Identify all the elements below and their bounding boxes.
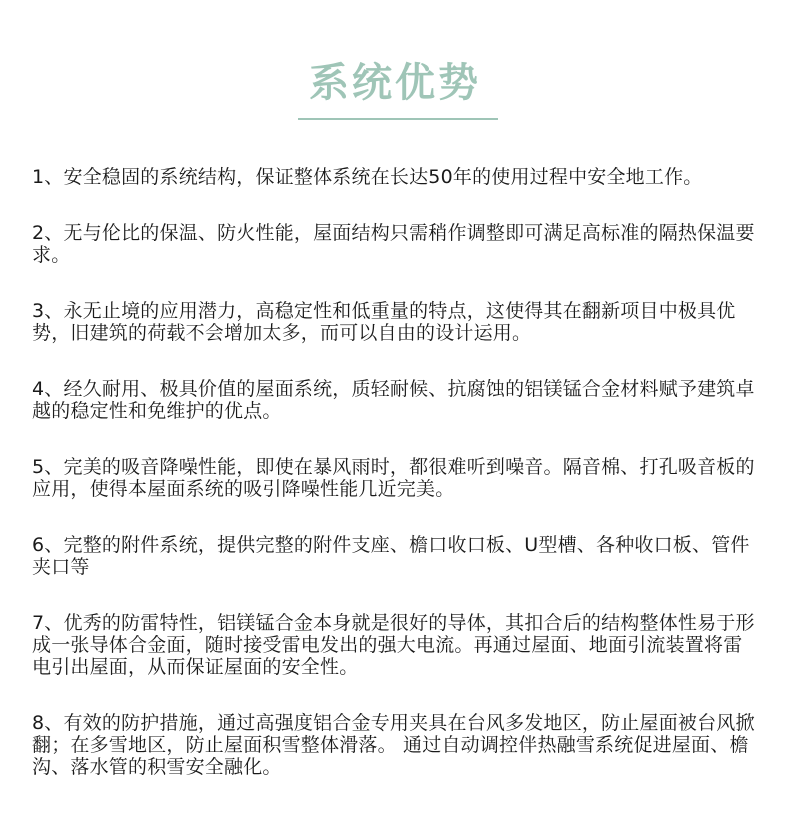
advantage-item-5: 5、完美的吸音降噪性能，即使在暴风雨时，都很难听到噪音。隔音棉、打孔吸音板的应用，使得本屋面系统的吸引降噪性能几近完美。	[32, 456, 755, 500]
advantages-list	[32, 166, 756, 812]
advantage-item-6: 6、完整的附件系统，提供完整的附件支座、檐口收口板、U型槽、各种收口板、管件夹口等	[32, 534, 750, 578]
advantage-item-1: 1、安全稳固的系统结构，保证整体系统在长达50年的使用过程中安全地工作。	[32, 166, 703, 188]
advantage-item-2: 2、无与伦比的保温、防火性能，屋面结构只需稍作调整即可满足高标准的隔热保温要求。	[32, 222, 755, 266]
advantage-item-7: 7、优秀的防雷特性，铝镁锰合金本身就是很好的导体，其扣合后的结构整体性易于形成一张导体合金面，随时接受雷电发出的强大电流。再通过屋面、地面引流装置将雷电引出屋面，从而保证屋面的安全性。	[32, 612, 755, 678]
title-underline	[298, 118, 498, 120]
advantage-item-3: 3、永无止境的应用潜力，高稳定性和低重量的特点，这使得其在翻新项目中极具优势，旧建筑的荷载不会增加太多，而可以自由的设计运用。	[32, 300, 736, 344]
page-title: 系统优势	[309, 59, 481, 106]
advantage-item-4: 4、经久耐用、极具价值的屋面系统，质轻耐候、抗腐蚀的铝镁锰合金材料赋予建筑卓越的稳定性和免维护的优点。	[32, 378, 755, 422]
advantage-item-8: 8、有效的防护措施，通过高强度铝合金专用夹具在台风多发地区，防止屋面被台风掀翻；在多雪地区，防止屋面积雪整体滑落。 通过自动调控伴热融雪系统促进屋面、檐沟、落水管的积雪安全融化。	[32, 712, 755, 778]
